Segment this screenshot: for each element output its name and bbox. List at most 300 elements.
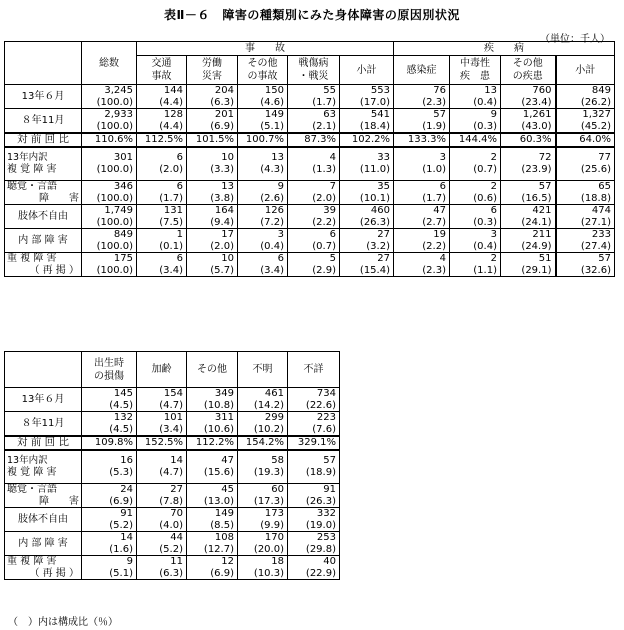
cell-value	[556, 205, 615, 229]
value-text: (7.6)	[312, 423, 336, 435]
value-text: (2.2)	[312, 216, 336, 228]
value-text: (4.6)	[260, 96, 284, 108]
value-text: 6	[277, 253, 284, 264]
cell-value	[187, 412, 238, 437]
header-line: 災害	[202, 71, 222, 82]
header-line: 不詳	[303, 364, 324, 375]
t2-col-3	[187, 352, 238, 388]
cell-value	[238, 229, 288, 253]
value-text: (10.3)	[253, 567, 284, 579]
header-line: の疾患	[512, 71, 543, 82]
value-text: (22.6)	[305, 399, 336, 411]
cell-value	[450, 147, 501, 181]
cause-table-other	[4, 351, 340, 580]
value-text: (18.9)	[305, 466, 336, 478]
t1-col-3	[238, 56, 288, 85]
header-line: 加齢	[151, 364, 172, 375]
value-text: (23.9)	[521, 163, 552, 175]
value-text: (4.0)	[159, 519, 183, 531]
value-text: (2.0)	[159, 163, 183, 175]
cell-value	[394, 85, 450, 109]
cell-value	[556, 147, 615, 181]
cell-value	[187, 133, 238, 147]
value-text: (19.0)	[305, 519, 336, 531]
row-label-line: 複 覚 障 害	[7, 466, 57, 478]
cell-value	[187, 508, 238, 532]
cell-value	[450, 253, 501, 277]
value-text: 9	[277, 181, 284, 192]
row-label	[5, 532, 82, 556]
value-text: 233	[591, 229, 611, 240]
value-text: 27	[377, 253, 390, 264]
value-text: 57	[538, 181, 552, 192]
value-text: 332	[316, 508, 336, 519]
t2-col-2	[137, 352, 187, 388]
header-line: の損傷	[94, 370, 124, 382]
value-text: 24	[120, 484, 133, 495]
cell-value	[137, 181, 187, 205]
value-text: 63	[323, 109, 336, 120]
value-text: 349	[214, 388, 234, 399]
value-text: (12.7)	[203, 543, 234, 555]
cell-value	[556, 229, 615, 253]
t1-row	[5, 109, 615, 134]
row-label	[5, 436, 82, 450]
t2-row	[5, 556, 340, 580]
row-label	[5, 109, 82, 134]
footnote: （ ）内は構成比（％）	[8, 617, 118, 628]
value-text: 144.4%	[458, 134, 497, 145]
row-label	[5, 181, 82, 205]
row-label	[5, 508, 82, 532]
cell-value	[82, 229, 137, 253]
breakdown-label: 13年内訳	[7, 455, 48, 467]
cell-value	[340, 253, 394, 277]
value-text: 133.3%	[407, 134, 446, 145]
row-label-line: 障 害	[39, 192, 79, 204]
value-text: 6	[176, 152, 183, 164]
cell-value	[288, 229, 340, 253]
value-text: 47	[221, 455, 234, 467]
header-line: 小計	[356, 64, 377, 76]
row-label-line: （ 再 掲 ）	[29, 264, 79, 276]
cell-value	[82, 436, 137, 450]
t1-col-7	[450, 56, 501, 85]
value-text: (8.5)	[210, 519, 234, 531]
cell-value	[238, 253, 288, 277]
value-text: (5.7)	[210, 264, 234, 276]
cell-value	[82, 181, 137, 205]
cause-table-main	[4, 41, 615, 277]
cell-value	[137, 109, 187, 134]
cell-value	[137, 508, 187, 532]
value-text: 101.5%	[195, 134, 234, 145]
value-text: (0.4)	[260, 240, 284, 252]
value-text: 11	[170, 556, 183, 567]
value-text: 112.5%	[144, 134, 183, 145]
row-label	[5, 133, 82, 147]
cell-value	[340, 205, 394, 229]
value-text: (6.9)	[210, 120, 234, 132]
row-label-line: 13年６月	[21, 393, 65, 405]
row-label	[5, 412, 82, 437]
value-text: 6	[176, 253, 183, 264]
value-text: 91	[323, 484, 336, 495]
value-text: 204	[214, 85, 234, 96]
cell-value	[187, 181, 238, 205]
cell-value	[187, 109, 238, 134]
value-text: (20.0)	[253, 543, 284, 555]
cell-value	[340, 229, 394, 253]
value-text: 3	[490, 229, 497, 240]
value-text: (1.0)	[422, 163, 446, 175]
cell-value	[288, 205, 340, 229]
row-label-line: 障 害	[39, 495, 79, 507]
header-corner	[5, 42, 82, 85]
value-text: 132	[113, 412, 133, 423]
cell-value	[288, 532, 340, 556]
value-text: 421	[532, 205, 552, 216]
value-text: (3.8)	[210, 192, 234, 204]
table-title: 表Ⅱ－６ 障害の種類別にみた身体障害の原因別状況	[164, 8, 460, 22]
cell-value	[394, 133, 450, 147]
header-corner	[5, 352, 82, 388]
value-text: (2.0)	[312, 192, 336, 204]
row-label-line: ８年11月	[21, 114, 65, 126]
cell-value	[394, 205, 450, 229]
value-text: 553	[370, 85, 390, 96]
cell-value	[187, 205, 238, 229]
value-text: 3	[439, 152, 446, 164]
value-text: (5.2)	[109, 519, 133, 531]
header-line: 小計	[575, 64, 596, 76]
value-text: 47	[433, 205, 446, 216]
value-text: 9	[490, 109, 497, 120]
value-text: (2.2)	[422, 240, 446, 252]
cell-value	[137, 436, 187, 450]
cell-value	[137, 484, 187, 508]
value-text: 57	[433, 109, 446, 120]
value-text: (0.6)	[473, 192, 497, 204]
cell-value	[556, 181, 615, 205]
cell-value	[137, 532, 187, 556]
cell-value	[137, 147, 187, 181]
value-text: (4.5)	[109, 399, 133, 411]
value-text: (9.4)	[210, 216, 234, 228]
cell-value	[340, 109, 394, 134]
row-label-line: 重 複 障 害	[7, 556, 57, 567]
value-text: (7.8)	[159, 495, 183, 507]
value-text: (0.7)	[473, 163, 497, 175]
value-text: 4	[439, 253, 446, 264]
value-text: 101	[163, 412, 183, 423]
value-text: (7.2)	[260, 216, 284, 228]
value-text: (13.0)	[203, 495, 234, 507]
value-text: 10	[221, 253, 234, 264]
header-total: 総数	[82, 42, 137, 85]
cell-value	[82, 484, 137, 508]
cell-value	[340, 133, 394, 147]
value-text: 16	[120, 455, 133, 467]
cell-value	[137, 450, 187, 484]
cell-value	[137, 556, 187, 580]
cell-value	[501, 253, 556, 277]
value-text: 170	[264, 532, 284, 543]
cell-value	[82, 388, 137, 412]
row-label	[5, 253, 82, 277]
row-label-line: 聴覚・言語	[7, 181, 57, 192]
value-text: 3,245	[104, 85, 133, 96]
value-text: (100.0)	[96, 240, 133, 252]
value-text: 35	[377, 181, 390, 192]
value-text: 2	[490, 152, 497, 164]
cell-value	[187, 85, 238, 109]
value-text: 223	[316, 412, 336, 423]
value-text: 7	[329, 181, 336, 192]
value-text: (100.0)	[96, 192, 133, 204]
value-text: 461	[264, 388, 284, 399]
cell-value	[137, 205, 187, 229]
value-text: 87.3%	[304, 134, 336, 145]
value-text: (27.4)	[580, 240, 611, 252]
cell-value	[187, 229, 238, 253]
cell-value	[556, 109, 615, 134]
t2-row	[5, 450, 340, 484]
value-text: (3.4)	[159, 264, 183, 276]
cell-value	[501, 147, 556, 181]
value-text: 152.5%	[144, 437, 183, 448]
value-text: (26.2)	[580, 96, 611, 108]
value-text: 10	[221, 152, 234, 164]
value-text: 45	[221, 484, 234, 495]
value-text: (19.3)	[253, 466, 284, 478]
value-text: 6	[329, 229, 336, 240]
value-text: (10.2)	[253, 423, 284, 435]
row-label-line: 13年６月	[21, 90, 65, 102]
value-text: (1.7)	[312, 96, 336, 108]
cell-value	[394, 181, 450, 205]
t1-row	[5, 181, 615, 205]
value-text: (6.3)	[210, 96, 234, 108]
value-text: 91	[120, 508, 133, 519]
cell-value	[340, 85, 394, 109]
value-text: (23.4)	[521, 96, 552, 108]
row-label	[5, 85, 82, 109]
cell-value	[82, 85, 137, 109]
t2-col-4	[238, 352, 288, 388]
value-text: 311	[214, 412, 234, 423]
cell-value	[238, 205, 288, 229]
value-text: (26.3)	[305, 495, 336, 507]
value-text: (0.3)	[473, 120, 497, 132]
value-text: 760	[532, 85, 552, 96]
value-text: 112.2%	[195, 437, 234, 448]
value-text: 164	[214, 205, 234, 216]
header-accident-group: 事 故	[137, 42, 394, 56]
cell-value	[450, 229, 501, 253]
value-text: 19	[433, 229, 446, 240]
value-text: 55	[323, 85, 336, 96]
t1-col-8	[501, 56, 556, 85]
value-text: (16.5)	[521, 192, 552, 204]
value-text: 110.6%	[94, 134, 133, 145]
value-text: 253	[316, 532, 336, 543]
value-text: (0.7)	[312, 240, 336, 252]
value-text: (24.1)	[521, 216, 552, 228]
cell-value	[501, 85, 556, 109]
cell-value	[238, 508, 288, 532]
value-text: 144	[163, 85, 183, 96]
value-text: 76	[433, 85, 446, 96]
value-text: (1.7)	[422, 192, 446, 204]
value-text: (2.3)	[422, 96, 446, 108]
cell-value	[288, 85, 340, 109]
row-label-line: 対 前 回 比	[16, 436, 69, 448]
value-text: 17	[221, 229, 234, 240]
cell-value	[187, 484, 238, 508]
row-label	[5, 484, 82, 508]
value-text: 1	[176, 229, 183, 240]
value-text: 3	[277, 229, 284, 240]
cell-value	[288, 133, 340, 147]
value-text: (6.9)	[109, 495, 133, 507]
t2-row	[5, 412, 340, 437]
cell-value	[238, 181, 288, 205]
value-text: (15.6)	[203, 466, 234, 478]
cell-value	[288, 253, 340, 277]
header-line: の事故	[247, 71, 278, 82]
value-text: (26.3)	[359, 216, 390, 228]
row-label	[5, 205, 82, 229]
value-text: (2.7)	[422, 216, 446, 228]
value-text: 57	[598, 253, 611, 264]
value-text: (22.9)	[305, 567, 336, 579]
t2-row	[5, 508, 340, 532]
cell-value	[394, 253, 450, 277]
t1-col-9	[556, 56, 615, 85]
cell-value	[187, 388, 238, 412]
cell-value	[187, 556, 238, 580]
value-text: (100.0)	[96, 96, 133, 108]
value-text: 128	[163, 109, 183, 120]
value-text: (4.7)	[159, 399, 183, 411]
value-text: (0.4)	[473, 96, 497, 108]
cell-value	[187, 253, 238, 277]
value-text: (18.4)	[359, 120, 390, 132]
cell-value	[238, 450, 288, 484]
value-text: (5.1)	[109, 567, 133, 579]
cell-value	[238, 388, 288, 412]
cell-value	[501, 229, 556, 253]
value-text: (4.5)	[109, 423, 133, 435]
value-text: 1,749	[104, 205, 133, 216]
cell-value	[288, 556, 340, 580]
value-text: (0.3)	[473, 216, 497, 228]
value-text: 39	[323, 205, 336, 216]
cell-value	[288, 484, 340, 508]
cell-value	[137, 133, 187, 147]
value-text: 1,261	[522, 109, 552, 120]
value-text: (10.1)	[359, 192, 390, 204]
value-text: (45.2)	[580, 120, 611, 132]
cell-value	[501, 109, 556, 134]
cell-value	[450, 109, 501, 134]
value-text: (1.7)	[159, 192, 183, 204]
unit-label: （単位：千人）	[540, 34, 610, 45]
row-label-line: 肢体不自由	[18, 513, 68, 525]
cell-value	[238, 484, 288, 508]
value-text: 541	[370, 109, 390, 120]
cell-value	[137, 229, 187, 253]
value-text: (43.0)	[521, 120, 552, 132]
cell-value	[288, 388, 340, 412]
value-text: (4.4)	[159, 120, 183, 132]
value-text: (100.0)	[96, 163, 133, 175]
t1-row	[5, 205, 615, 229]
header-line: 不明	[252, 364, 273, 375]
row-label-line: 内 部 障 害	[18, 234, 68, 246]
cell-value	[238, 133, 288, 147]
value-text: 109.8%	[94, 437, 133, 448]
value-text: (2.3)	[422, 264, 446, 276]
value-text: 149	[214, 508, 234, 519]
cell-value	[82, 133, 137, 147]
value-text: (17.3)	[253, 495, 284, 507]
cell-value	[556, 133, 615, 147]
cell-value	[288, 436, 340, 450]
cell-value	[394, 147, 450, 181]
cell-value	[137, 412, 187, 437]
value-text: (0.4)	[473, 240, 497, 252]
header-line: その他	[512, 58, 543, 69]
value-text: (15.4)	[359, 264, 390, 276]
value-text: (4.4)	[159, 96, 183, 108]
value-text: 211	[532, 229, 552, 240]
value-text: 57	[323, 455, 336, 467]
t2-col-5	[288, 352, 340, 388]
value-text: 175	[113, 253, 133, 264]
cell-value	[187, 532, 238, 556]
row-label-line: 聴覚・言語	[7, 484, 57, 495]
cell-value	[501, 205, 556, 229]
t1-col-2	[187, 56, 238, 85]
value-text: (5.2)	[159, 543, 183, 555]
value-text: (1.9)	[422, 120, 446, 132]
value-text: 9	[126, 556, 133, 567]
cell-value	[238, 532, 288, 556]
row-label-line: 対 前 回 比	[16, 133, 69, 145]
cell-value	[82, 109, 137, 134]
row-label	[5, 556, 82, 580]
cell-value	[556, 85, 615, 109]
cell-value	[288, 109, 340, 134]
value-text: (3.3)	[210, 163, 234, 175]
value-text: (1.3)	[312, 163, 336, 175]
value-text: 60	[271, 484, 284, 495]
value-text: 346	[113, 181, 133, 192]
value-text: (3.4)	[159, 423, 183, 435]
value-text: 173	[264, 508, 284, 519]
cell-value	[288, 450, 340, 484]
value-text: 474	[591, 205, 611, 216]
cell-value	[450, 181, 501, 205]
cell-value	[556, 253, 615, 277]
value-text: 2,933	[104, 109, 133, 120]
value-text: (2.1)	[312, 120, 336, 132]
cell-value	[394, 109, 450, 134]
value-text: 2	[490, 181, 497, 192]
value-text: 70	[170, 508, 183, 519]
